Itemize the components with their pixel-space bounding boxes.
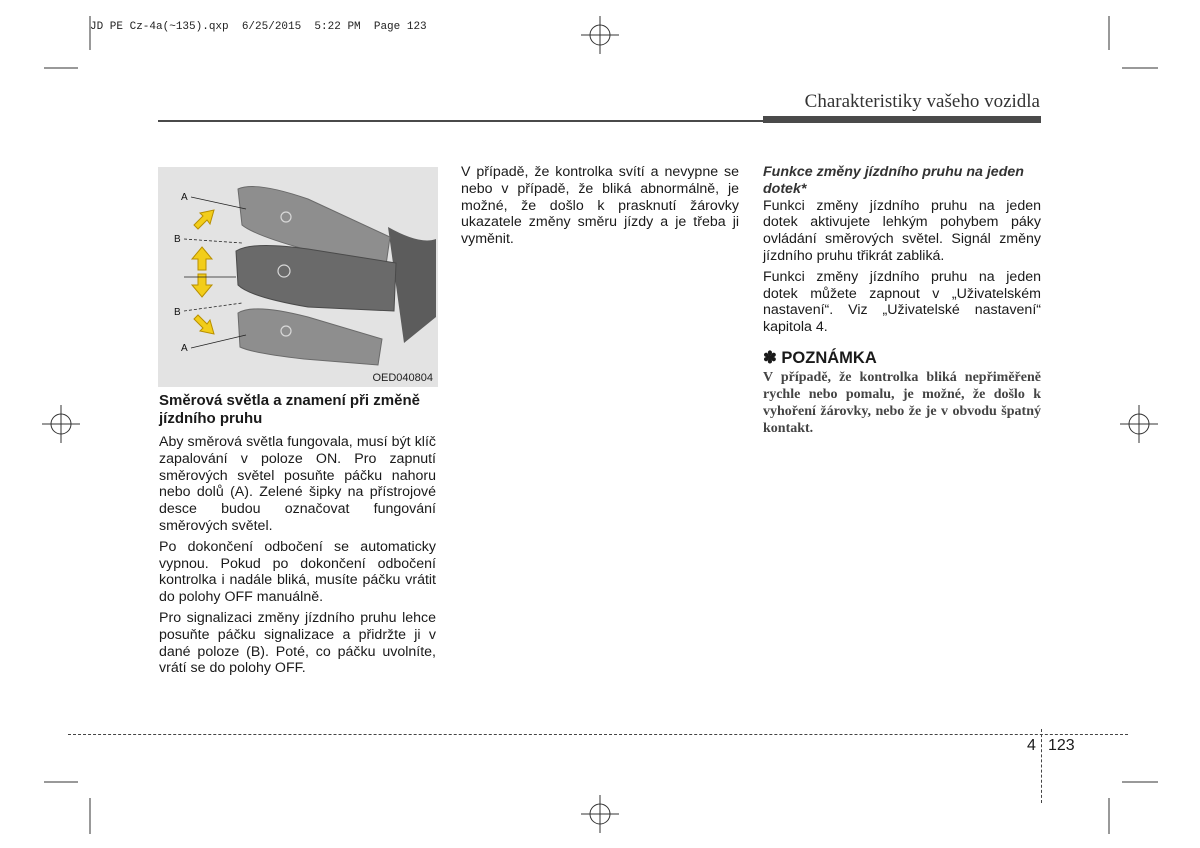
print-slug-line: JD PE Cz-4a(~135).qxp 6/25/2015 5:22 PM Page 123 [90, 21, 427, 33]
figure-code: OED040804 [372, 372, 433, 384]
lever-illustration [158, 167, 438, 387]
paragraph: Po dokončení odbočení se automaticky vypnou. Pokud po dokončení odbočení kontrolka i nadále bliká, musíte páčku vrátit do polohy OFF manuálně. [159, 538, 436, 606]
paragraph: Aby směrová světla fungovala, musí být klíč zapalování v poloze ON. Pro zapnutí směrových světel posuňte páčku nahoru nebo dolů (A). Zelené šipky na přístrojové desce budou označovat fungování směrových světel. [159, 434, 436, 534]
paragraph: Pro signalizaci změny jízdního pruhu lehce posuňte páčku signalizace a přidržte ji v dané poloze (B). Poté, co páčku uvolníte, vrátí se do polohy OFF. [159, 609, 436, 677]
section-title: Směrová světla a znamení při změně jízdního pruhu [159, 392, 420, 427]
footer-divider [1041, 729, 1042, 803]
chapter-header-title: Charakteristiky vašeho vozidla [804, 91, 1040, 112]
note-title: ✽ POZNÁMKA [763, 348, 877, 367]
chapter-number: 4 [1027, 737, 1036, 754]
paragraph: V případě, že kontrolka svítí a nevypne se nebo v případě, že bliká abnormálně, je možné, že došlo k prasknutí žárovky ukazatele změny směru jízdy a je třeba ji vyměnit. [461, 164, 739, 248]
note-body: V případě, že kontrolka bliká nepřiměřeně rychle nebo pomalu, je možné, že došlo k vyhoření žárovky, nebo že je v obvodu špatný kontakt. [763, 369, 1041, 436]
registration-mark-bottom [581, 795, 619, 833]
column-middle [461, 164, 739, 252]
footer-rule [68, 734, 1128, 735]
paragraph: Funkci změny jízdního pruhu na jeden dotek můžete zapnout v „Uživatelském nastavení“. Viz „Uživatelské nastavení“ kapitola 4. [763, 268, 1041, 336]
header-rule [158, 120, 763, 122]
header-rule-thick [763, 116, 1041, 123]
registration-mark-left [42, 405, 80, 443]
subheading: Funkce změny jízdního pruhu na jeden dotek* [763, 164, 1024, 197]
page-number: 123 [1048, 737, 1075, 754]
registration-mark-right [1120, 405, 1158, 443]
column-left [159, 392, 436, 681]
label-b-bottom: B [174, 307, 181, 318]
registration-mark-top [581, 16, 619, 54]
label-b-top: B [174, 234, 181, 245]
turn-signal-lever-figure [158, 167, 438, 387]
paragraph: Funkci změny jízdního pruhu na jeden dotek aktivujete lehkým pohybem páky ovládání směrových světel. Signál změny jízdního pruhu třikrát zabliká. [763, 197, 1041, 264]
label-a-top: A [181, 192, 188, 203]
column-right [763, 164, 1041, 437]
label-a-bottom: A [181, 343, 188, 354]
